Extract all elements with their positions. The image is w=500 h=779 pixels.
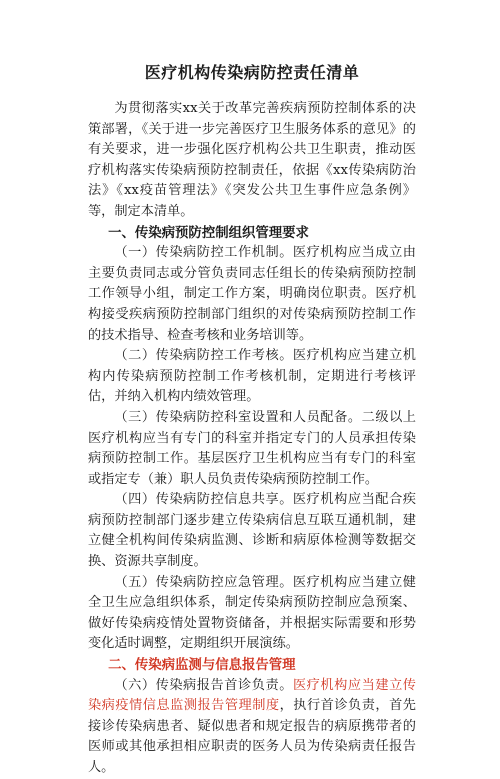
item-paragraph-2: （二）传染病防控工作考核。医疗机构应当建立机构内传染病预防控制工作考核机制，定期进行考核评估，并纳入机构内绩效管理。 [88,348,416,405]
section-heading-1: 一、传染病预防控制组织管理要求 [108,224,309,241]
item6-prefix: （六）传染病报告首诊负责。 [114,677,293,693]
item-paragraph-4: （四）传染病防控信息共享。医疗机构应当配合疾病预防控制部门逐步建立传染病信息互联互通机制，建立健全机构间传染病监测、诊断和病原体检测等数据交换、资源共享制度。 [88,492,416,570]
item-paragraph-5: （五）传染病防控应急管理。医疗机构应当建立健全卫生应急组织体系，制定传染病预防控制应急预案、做好传染病疫情处置物资储备，并根据实际需要和形势变化适时调整，定期组织开展演练。 [88,574,416,652]
item-paragraph-1: （一）传染病防控工作机制。医疗机构应当成立由主要负责同志或分管负责同志任组长的传染病预防控制工作领导小组，制定工作方案，明确岗位职责。医疗机构接受疾病预防控制部门组织的对传染病预防控制工作的技术指导、检查考核和业务培训等。 [88,245,416,343]
intro-paragraph: 为贯彻落实xx关于改革完善疾病预防控制体系的决策部署，《关于进一步完善医疗卫生服务体系的意见》的有关要求，进一步强化医疗机构公共卫生职责，推动医疗机构落实传染病预防控制责任，依据《xx传染病防治法》《xx疫苗管理法》《突发公共卫生事件应急条例》等，制定本清单。 [88,101,416,219]
item-paragraph-3: （三）传染病防控科室设置和人员配备。二级以上医疗机构应当有专门的科室并指定专门的人员承担传染病预防控制工作。基层医疗卫生机构应当有专门的科室或指定专（兼）职人员负责传染病预防控制工作。 [88,409,416,487]
item-paragraph-6 [88,676,416,779]
item6-rest: ，执行首诊负责，首先接诊传染病患者、疑似患者和规定报告的病原携带者的医师或其他承担相应职责的医务人员为传染病责任报告人。 [88,698,416,775]
document-title: 医疗机构传染病防控责任清单 [144,63,360,82]
section-heading-2: 二、传染病监测与信息报告管理 [108,657,296,674]
item6-highlight: 医疗机构应当建立传染病疫情信息监测报告管理制度 [88,677,416,714]
